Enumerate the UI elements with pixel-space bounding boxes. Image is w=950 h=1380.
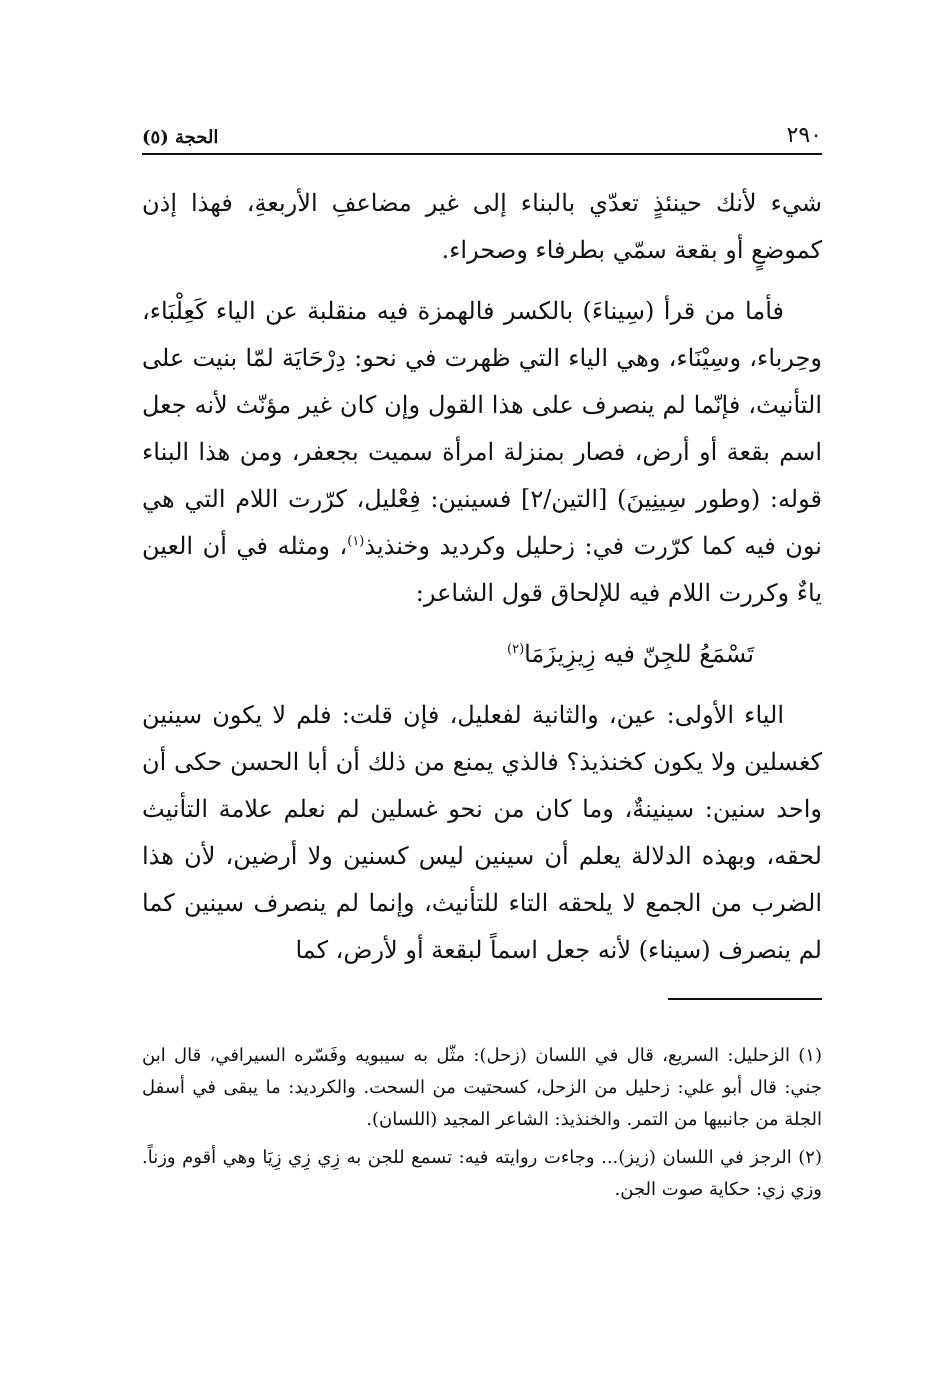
footnotes [142, 1040, 822, 1206]
footnote-1: (١) الزحليل: السريع، قال في اللسان (زحل): مثّل به سيبويه وفَسّره السيرافي، قال ابن جني: قال أبو علي: زحليل من الزحل، كسحتيت من السحت. والكرديد: ما يبقى في أسفل الجلة من جانبيها من التمر. والخنذيذ: الشاعر المجيد (اللسان). [142, 1045, 822, 1130]
main-text [142, 180, 822, 974]
paragraph-3: الياء الأولى: عين، والثانية لفعليل، فإن قلت: فلم لا يكون سينين كغسلين ولا يكون كخنذيذ؟ فالذي يمنع من ذلك أن أبا الحسن حكى أن واحد سنين: سينينةٌ، وما كان من نحو غسلين لم نعلم علامة التأنيث لحقه، وبهذه الدلالة يعلم أن سينين ليس كسنين ولا أرضين، لأن هذا الضرب من الجمع لا يلحقه التاء للتأنيث، وإنما لم ينصرف سينين كما لم ينصرف (سيناء) لأنه جعل اسماً لبقعة أو لأرض، كما [142, 701, 822, 964]
footnote-ref-2: (٢) [507, 642, 525, 657]
footnote-ref-1: (١) [347, 534, 365, 549]
paragraph-2-text: فأما من قرأ (سِيناءَ) بالكسر فالهمزة فيه منقلبة عن الياء كَعِلْبَاء، وحِرباء، وسِيْنَاء، وهي الياء التي ظهرت في نحو: دِرْحَايَة لمّا بنيت على التأنيث، فإنّما لم ينصرف على هذا القول وإن كان غير مؤنّث لأنه جعل اسم بقعة أو أرض، فصار بمنزلة امرأة سميت بجعفر، ومن هذا البناء قوله: (وطور سِينِينَ) [التين/٢] فسينين: فِعْليل، كرّرت اللام التي هي نون فيه كما كرّرت في: زحليل وكرديد وخنذيذ [142, 297, 822, 560]
footnote-rule [668, 998, 822, 1000]
paragraph-1: شيء لأنك حينئذٍ تعدّي بالبناء إلى غير مضاعفِ الأربعةِ، فهذا إذن كموضعٍ أو بقعة سمّي بطرفاء وصحراء. [142, 189, 822, 264]
header-rule [142, 153, 822, 155]
page-number: ٢٩٠ [786, 123, 822, 148]
verse-line [142, 631, 822, 678]
footnote-2: (٢) الرجز في اللسان (زيز)... وجاءت روايته فيه: تسمع للجن به زِي زِي زِيَا وهي أقوم وزناً. وزي زي: حكاية صوت الجن. [142, 1147, 822, 1200]
paragraph-2 [142, 288, 822, 617]
paragraph-2-tail: ، ومثله في أن العين ياءٌ وكررت اللام فيه للإلحاق قول الشاعر: [142, 532, 822, 607]
running-title: الحجة (٥) [142, 127, 219, 148]
verse-text: تَسْمَعُ للجِنّ فيه زِيزِيزَمَا [524, 640, 754, 668]
page-header [142, 108, 822, 148]
